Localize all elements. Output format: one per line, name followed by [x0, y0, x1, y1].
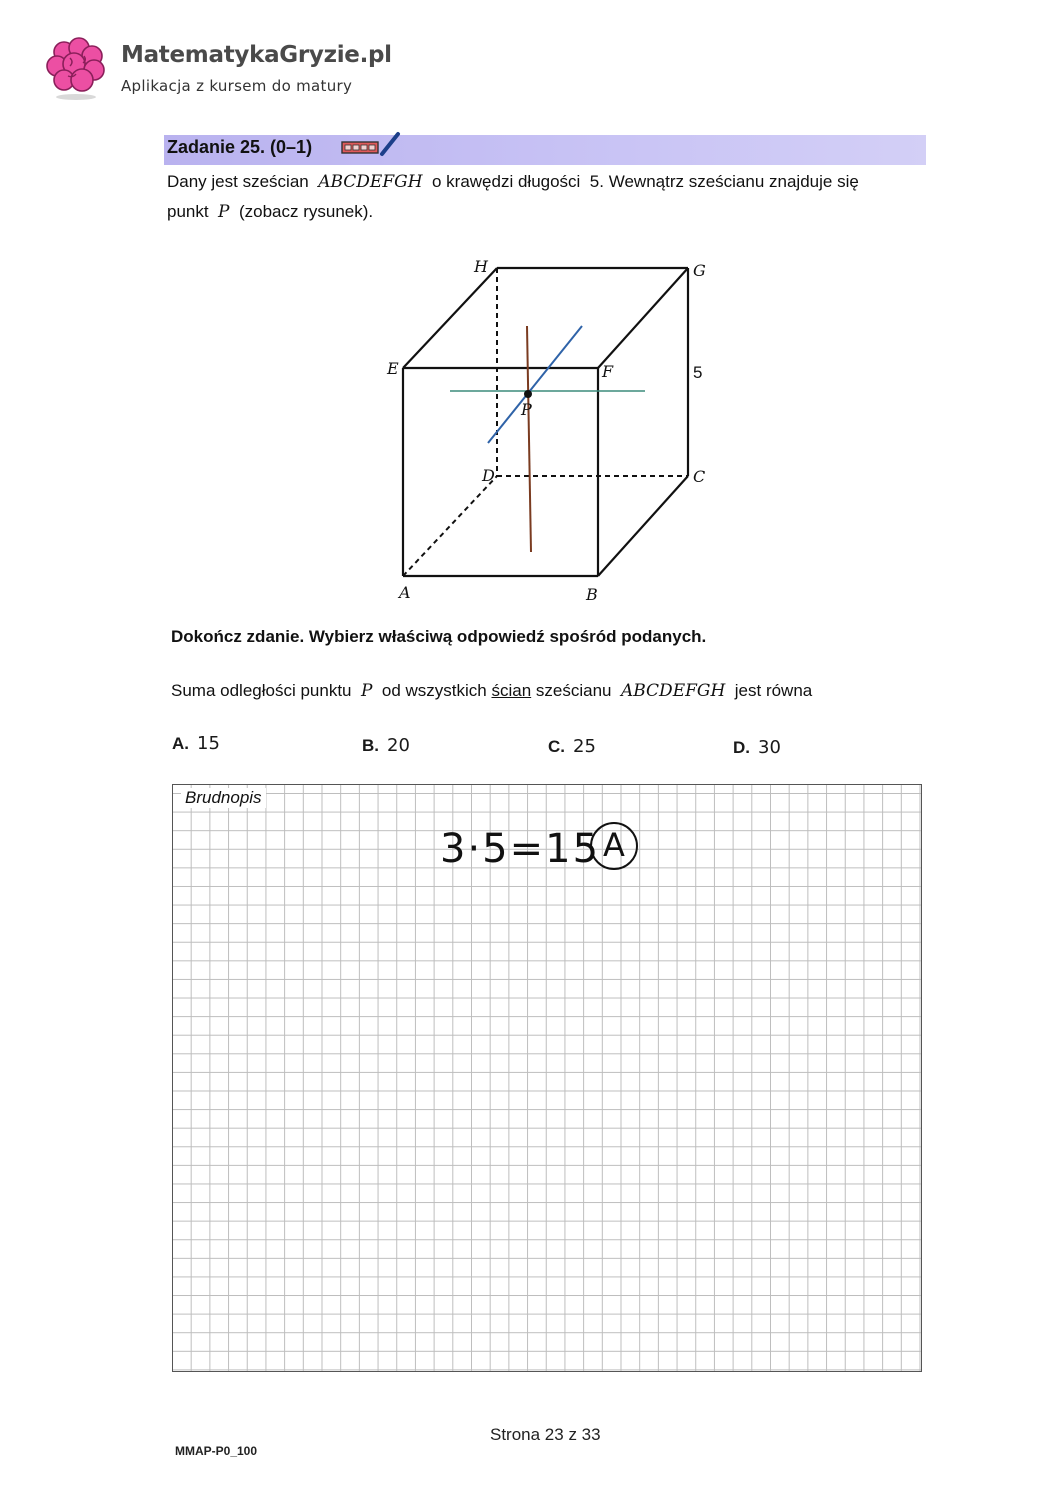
- label-G: G: [693, 261, 706, 280]
- task-title: Zadanie 25. (0–1): [167, 137, 313, 157]
- edge-length: 5.: [589, 172, 604, 191]
- edge-EH: [403, 268, 497, 368]
- scratch-label: Brudnopis: [181, 788, 266, 808]
- option-c-value: 25: [573, 736, 596, 757]
- label-P: P: [521, 400, 532, 419]
- question-text-2: od wszystkich: [381, 681, 487, 700]
- option-b[interactable]: [362, 735, 410, 756]
- label-E: E: [387, 359, 399, 378]
- question-text-4: jest równa: [734, 681, 813, 700]
- statement-text-3: Wewnątrz sześcianu znajduje się: [608, 172, 859, 191]
- label-edge-5: 5: [693, 363, 703, 382]
- label-H: H: [474, 257, 488, 276]
- exam-code: MMAP-P0_100: [175, 1444, 258, 1458]
- option-a[interactable]: [172, 733, 220, 754]
- cube-name: ABCDEFGH: [318, 172, 423, 192]
- option-b-letter: B.: [362, 736, 379, 755]
- edge-BC: [598, 476, 688, 576]
- scratch-area[interactable]: [172, 784, 922, 1372]
- difficulty-pencil-icon: [340, 131, 410, 157]
- edge-FG: [598, 268, 688, 368]
- handwritten-calculation: 3·5=15: [440, 826, 601, 872]
- statement-text-4: punkt: [167, 202, 209, 221]
- page-number: Strona 23 z 33: [490, 1425, 601, 1444]
- task-statement-line2: [167, 202, 373, 222]
- question-cube: ABCDEFGH: [620, 681, 726, 701]
- question-point: P: [360, 681, 373, 701]
- label-F: F: [602, 362, 614, 381]
- brown-line: [527, 326, 531, 552]
- question-underlined: ścian: [491, 681, 532, 700]
- option-a-value: 15: [197, 733, 220, 754]
- task-statement-line1: [167, 172, 859, 192]
- point-name: P: [218, 202, 230, 222]
- label-C: C: [693, 467, 706, 486]
- circled-answer: [590, 822, 638, 870]
- option-a-letter: A.: [172, 734, 189, 753]
- circled-answer-letter: A: [603, 826, 625, 864]
- label-B: B: [586, 585, 598, 604]
- brand-tagline: Aplikacja z kursem do matury: [121, 77, 353, 95]
- edge-AD: [403, 476, 497, 576]
- option-c[interactable]: [548, 736, 596, 757]
- brand-logo-icon: [44, 36, 108, 102]
- statement-text-1: Dany jest sześcian: [167, 172, 309, 191]
- instruction: Dokończ zdanie. Wybierz właściwą odpowiedź spośród podanych.: [171, 627, 707, 646]
- option-d[interactable]: [733, 737, 781, 758]
- label-D: D: [482, 466, 495, 485]
- label-A: A: [399, 583, 411, 602]
- statement-text-2: o krawędzi długości: [431, 172, 581, 191]
- option-d-value: 30: [758, 737, 781, 758]
- brand-name[interactable]: MatematykaGryzie.pl: [121, 42, 392, 68]
- option-c-letter: C.: [548, 737, 565, 756]
- option-d-letter: D.: [733, 738, 750, 757]
- option-b-value: 20: [387, 735, 410, 756]
- point-p-dot: [524, 390, 532, 398]
- question: [171, 681, 812, 701]
- cube-figure: [380, 250, 720, 610]
- question-text-1: Suma odległości punktu: [171, 681, 352, 700]
- statement-text-5: (zobacz rysunek).: [238, 202, 374, 221]
- blue-line: [488, 326, 582, 443]
- question-text-3: sześcianu: [535, 681, 612, 700]
